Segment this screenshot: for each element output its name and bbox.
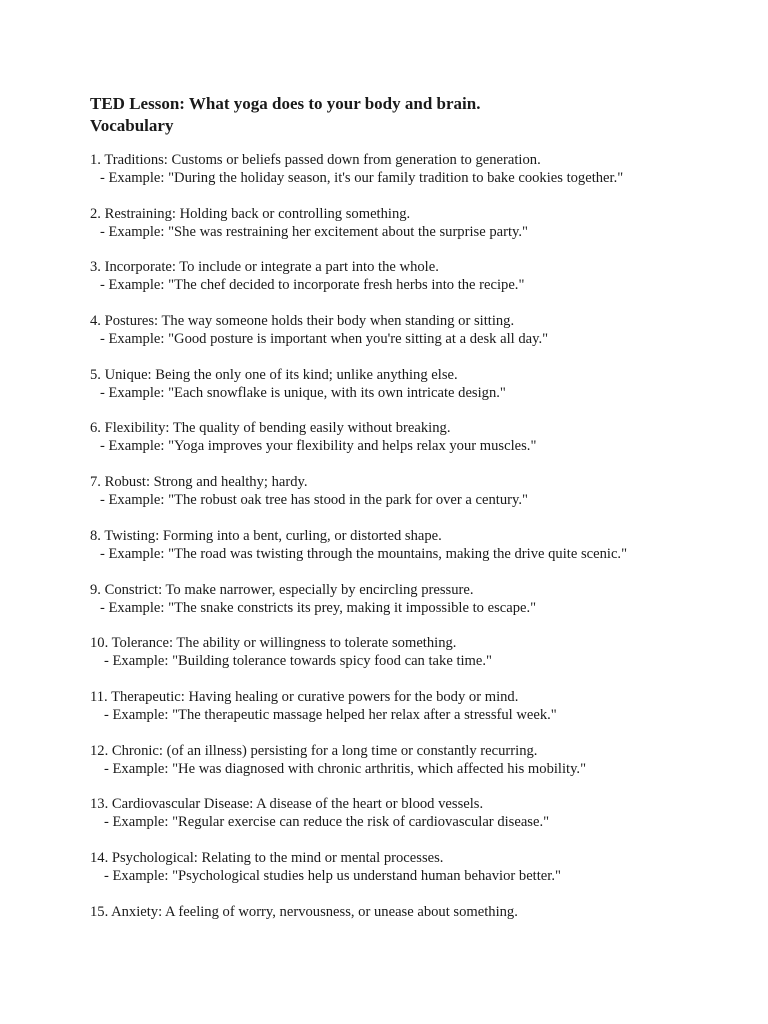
vocab-term: 9. Constrict: To make narrower, especially by encircling pressure. xyxy=(90,581,474,598)
vocab-example: - Example: "Each snowflake is unique, with its own intricate design." xyxy=(100,384,506,401)
vocab-term: 7. Robust: Strong and healthy; hardy. xyxy=(90,474,308,491)
title-line-2: Vocabulary xyxy=(90,116,174,135)
vocab-entry xyxy=(90,366,750,402)
vocab-term: 6. Flexibility: The quality of bending easily without breaking. xyxy=(90,420,451,437)
vocab-term: 14. Psychological: Relating to the mind or mental processes. xyxy=(90,849,444,866)
vocab-example: - Example: "Psychological studies help us understand human behavior better." xyxy=(104,867,561,884)
vocab-example: - Example: "The therapeutic massage helped her relax after a stressful week." xyxy=(104,706,557,723)
vocab-entry xyxy=(90,688,750,724)
vocab-entry xyxy=(90,742,750,778)
vocab-term: 8. Twisting: Forming into a bent, curling, or distorted shape. xyxy=(90,527,442,544)
vocab-example: - Example: "The chef decided to incorporate fresh herbs into the recipe." xyxy=(100,277,525,294)
vocab-entry xyxy=(90,849,750,885)
vocab-example: - Example: "She was restraining her excitement about the surprise party." xyxy=(100,223,528,240)
vocab-example: - Example: "The road was twisting through the mountains, making the drive quite scenic." xyxy=(100,545,628,562)
vocab-example: - Example: "He was diagnosed with chronic arthritis, which affected his mobility." xyxy=(104,760,587,777)
vocab-term: 10. Tolerance: The ability or willingness to tolerate something. xyxy=(90,635,457,652)
vocab-term: 1. Traditions: Customs or beliefs passed down from generation to generation. xyxy=(90,152,541,168)
vocab-entry xyxy=(90,581,750,617)
vocab-entry xyxy=(90,312,750,348)
vocab-entry xyxy=(90,634,750,670)
vocab-term: 15. Anxiety: A feeling of worry, nervousness, or unease about something. xyxy=(90,903,518,920)
vocab-entry xyxy=(90,527,750,563)
vocab-example: - Example: "The snake constricts its prey, making it impossible to escape." xyxy=(100,599,537,616)
vocab-entry xyxy=(90,151,750,187)
vocab-term: 4. Postures: The way someone holds their body when standing or sitting. xyxy=(90,313,515,330)
vocab-example: - Example: "Good posture is important when you're sitting at a desk all day." xyxy=(100,331,549,348)
vocab-entry xyxy=(90,419,750,455)
vocab-term: 5. Unique: Being the only one of its kind; unlike anything else. xyxy=(90,366,458,383)
vocab-term: 12. Chronic: (of an illness) persisting for a long time or constantly recurring. xyxy=(90,742,538,759)
document-title xyxy=(90,93,750,137)
vocab-example: - Example: "The robust oak tree has stood in the park for over a century." xyxy=(100,492,528,509)
vocab-entry xyxy=(90,795,750,831)
vocab-example: - Example: "During the holiday season, it's our family tradition to bake cookies together." xyxy=(100,170,624,186)
vocab-example: - Example: "Regular exercise can reduce the risk of cardiovascular disease." xyxy=(104,814,550,831)
document-page xyxy=(90,93,750,938)
vocab-entry xyxy=(90,473,750,509)
vocab-term: 11. Therapeutic: Having healing or curative powers for the body or mind. xyxy=(90,688,519,705)
vocab-example: - Example: "Building tolerance towards spicy food can take time." xyxy=(104,653,492,670)
title-line-1: TED Lesson: What yoga does to your body and brain. xyxy=(90,94,481,113)
vocab-entry xyxy=(90,205,750,241)
vocab-entry xyxy=(90,258,750,294)
vocab-term: 2. Restraining: Holding back or controlling something. xyxy=(90,205,411,222)
vocab-example: - Example: "Yoga improves your flexibility and helps relax your muscles." xyxy=(100,438,537,455)
vocab-term: 13. Cardiovascular Disease: A disease of the heart or blood vessels. xyxy=(90,796,484,813)
vocabulary-list xyxy=(90,151,750,921)
vocab-term: 3. Incorporate: To include or integrate a part into the whole. xyxy=(90,259,439,276)
vocab-entry xyxy=(90,903,750,921)
